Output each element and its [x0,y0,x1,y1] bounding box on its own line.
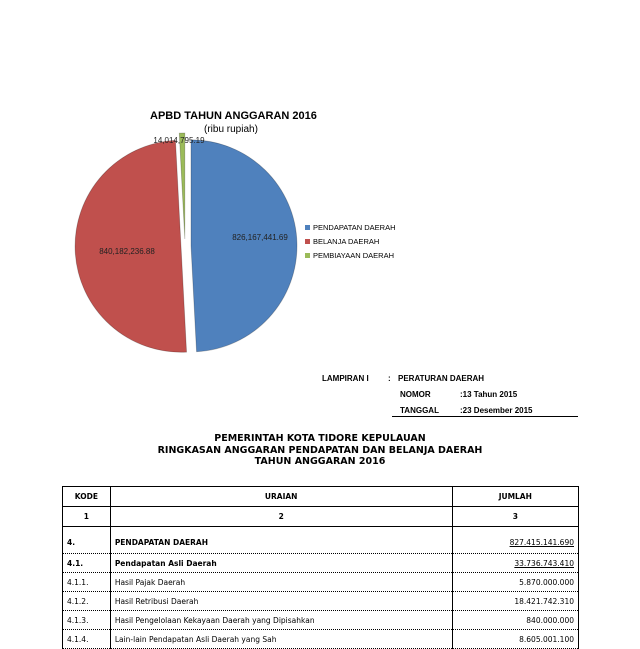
legend-label: BELANJA DAERAH [313,236,380,246]
legend-item [305,248,396,262]
chart-subtitle: (ribu rupiah) [204,124,258,135]
row-jumlah: 33.736.743.410 [514,558,574,568]
pie-data-label: 826,167,441.69 [232,233,288,242]
heading-line-3: TAHUN ANGGARAN 2016 [254,456,386,467]
heading-line-1: PEMERINTAH KOTA TIDORE KEPULAUAN [214,433,426,444]
legend-swatch [305,253,310,258]
lampiran-value: PERATURAN DAERAH [398,374,485,383]
legend-item [305,234,396,248]
row-kode: 4. [63,531,111,554]
row-uraian: Pendapatan Asli Daerah [110,554,452,573]
table-row [63,573,579,592]
tanggal-value: :23 Desember 2015 [460,406,533,415]
row-uraian: Hasil Pajak Daerah [110,573,452,592]
table-row [63,554,579,573]
row-jumlah: 8.605.001.100 [519,634,574,644]
row-uraian: Hasil Retribusi Daerah [110,592,452,611]
column-number-row [63,507,579,527]
table-row [63,611,579,630]
row-jumlah: 18.421.742.310 [514,596,574,606]
budget-table [62,486,579,649]
row-jumlah: 827.415.141.690 [509,537,574,547]
lampiran-label: LAMPIRAN I [322,374,369,383]
row-jumlah: 840.000.000 [526,615,574,625]
row-kode: 4.1. [63,554,111,573]
document-heading [0,433,640,468]
lampiran-divider [392,416,578,417]
table-header-row [63,487,579,507]
heading-line-2: RINGKASAN ANGGARAN PENDAPATAN DAN BELANJA DAERAH [157,444,483,456]
row-kode: 4.1.1. [63,573,111,592]
table-row [63,531,579,554]
pie-data-label: 840,182,236.88 [99,247,155,256]
legend-swatch [305,225,310,230]
colnum-uraian: 2 [110,507,452,527]
row-kode: 4.1.2. [63,592,111,611]
header-uraian: URAIAN [110,487,452,507]
colnum-kode: 1 [63,507,111,527]
row-uraian: Lain-lain Pendapatan Asli Daerah yang Sah [110,630,452,649]
chart-title: APBD TAHUN ANGGARAN 2016 [150,110,317,122]
legend-label: PEMBIAYAAN DAERAH [313,250,394,260]
pie-data-label: 14,014,795.19 [153,136,205,145]
pie-slice-pendapatan-daerah [191,140,297,352]
row-uraian: PENDAPATAN DAERAH [110,531,452,554]
header-kode: KODE [63,487,111,507]
lampiran-sep: : [388,374,391,383]
row-kode: 4.1.3. [63,611,111,630]
table-row [63,592,579,611]
row-kode: 4.1.4. [63,630,111,649]
row-uraian: Hasil Pengelolaan Kekayaan Daerah yang Dipisahkan [110,611,452,630]
legend-label: PENDAPATAN DAERAH [313,222,396,232]
nomor-value: :13 Tahun 2015 [460,390,518,399]
colnum-jumlah: 3 [452,507,578,527]
table-row [63,630,579,649]
tanggal-label: TANGGAL [400,406,439,415]
header-jumlah: JUMLAH [452,487,578,507]
legend-item [305,220,396,234]
legend-swatch [305,239,310,244]
nomor-label: NOMOR [400,390,431,399]
chart-legend [305,220,396,262]
row-jumlah: 5.870.000.000 [519,577,574,587]
